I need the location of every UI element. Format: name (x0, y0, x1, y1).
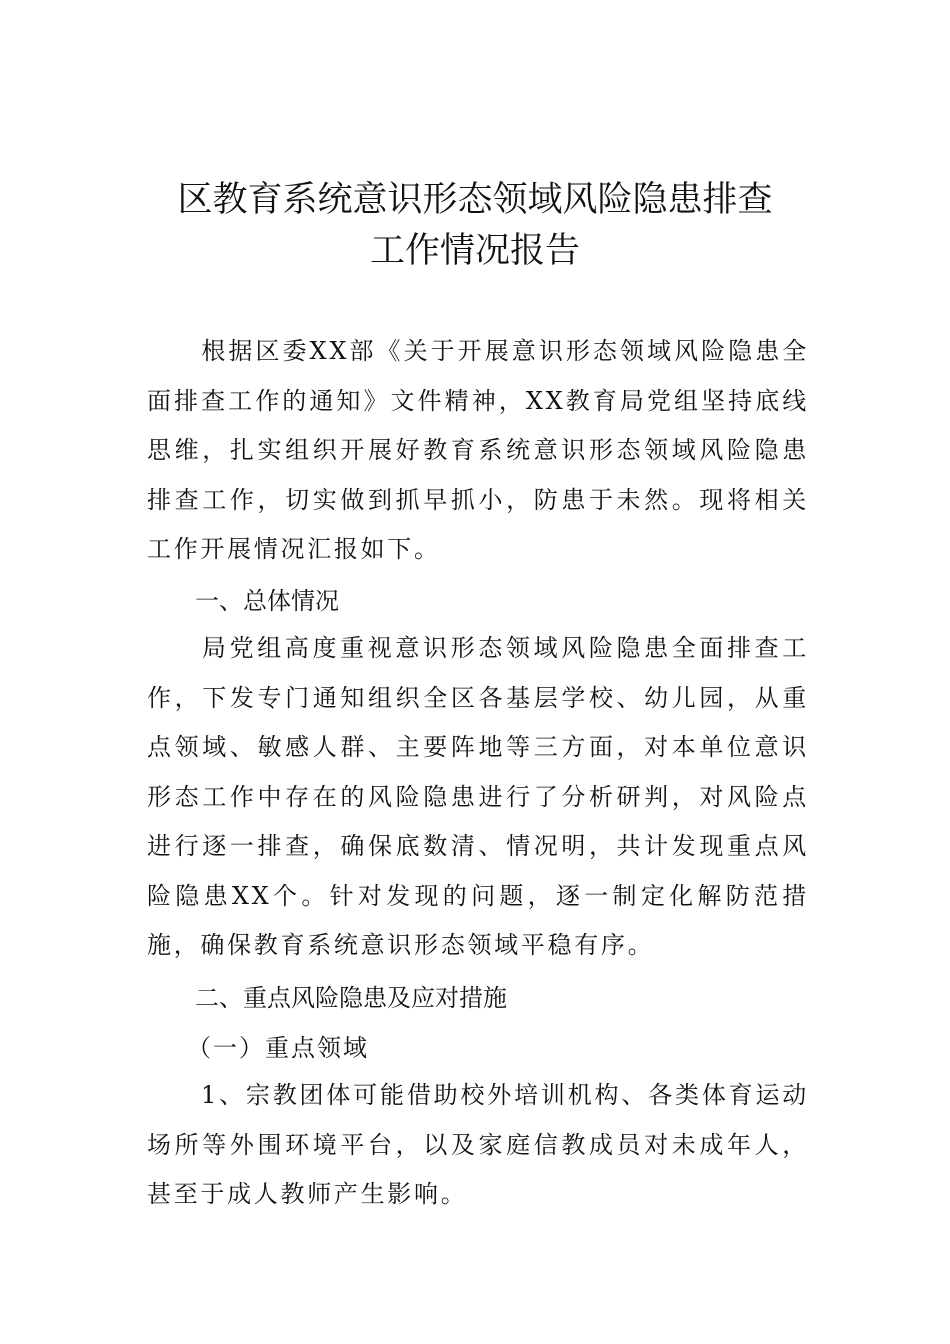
document-title-line2: 工作情况报告 (369, 231, 580, 271)
item1-text: 1、宗教团体可能借助校外培训机构、各类体育运动场所等外围环境平台，以及家庭信教成员对未成年人，甚至于成人教师产生影响。 (147, 1081, 809, 1208)
section2-heading: 二、重点风险隐患及应对措施 (195, 984, 507, 1012)
section1-heading: 一、总体情况 (195, 587, 339, 615)
intro-paragraph (147, 327, 809, 575)
subsection1-heading: （一）重点领域 (187, 1034, 369, 1062)
document-title-line1: 区教育系统意识形态领域风险隐患排查 (177, 180, 773, 220)
intro-text: 根据区委XX部《关于开展意识形态领域风险隐患全面排查工作的通知》文件精神，XX教育局党组坚持底线思维，扎实组织开展好教育系统意识形态领域风险隐患排查工作，切实做到抓早抓小，防患于未然。现将相关工作开展情况汇报如下。 (147, 337, 809, 563)
section1-paragraph (147, 624, 809, 971)
section1-text: 局党组高度重视意识形态领域风险隐患全面排查工作，下发专门通知组织全区各基层学校、幼儿园，从重点领域、敏感人群、主要阵地等三方面，对本单位意识形态工作中存在的风险隐患进行了分析研判，对风险点进行逐一排查，确保底数清、情况明，共计发现重点风险隐患XX个。针对发现的问题，逐一制定化解防范措施，确保教育系统意识形态领域平稳有序。 (147, 634, 809, 959)
item1-paragraph (147, 1071, 809, 1220)
